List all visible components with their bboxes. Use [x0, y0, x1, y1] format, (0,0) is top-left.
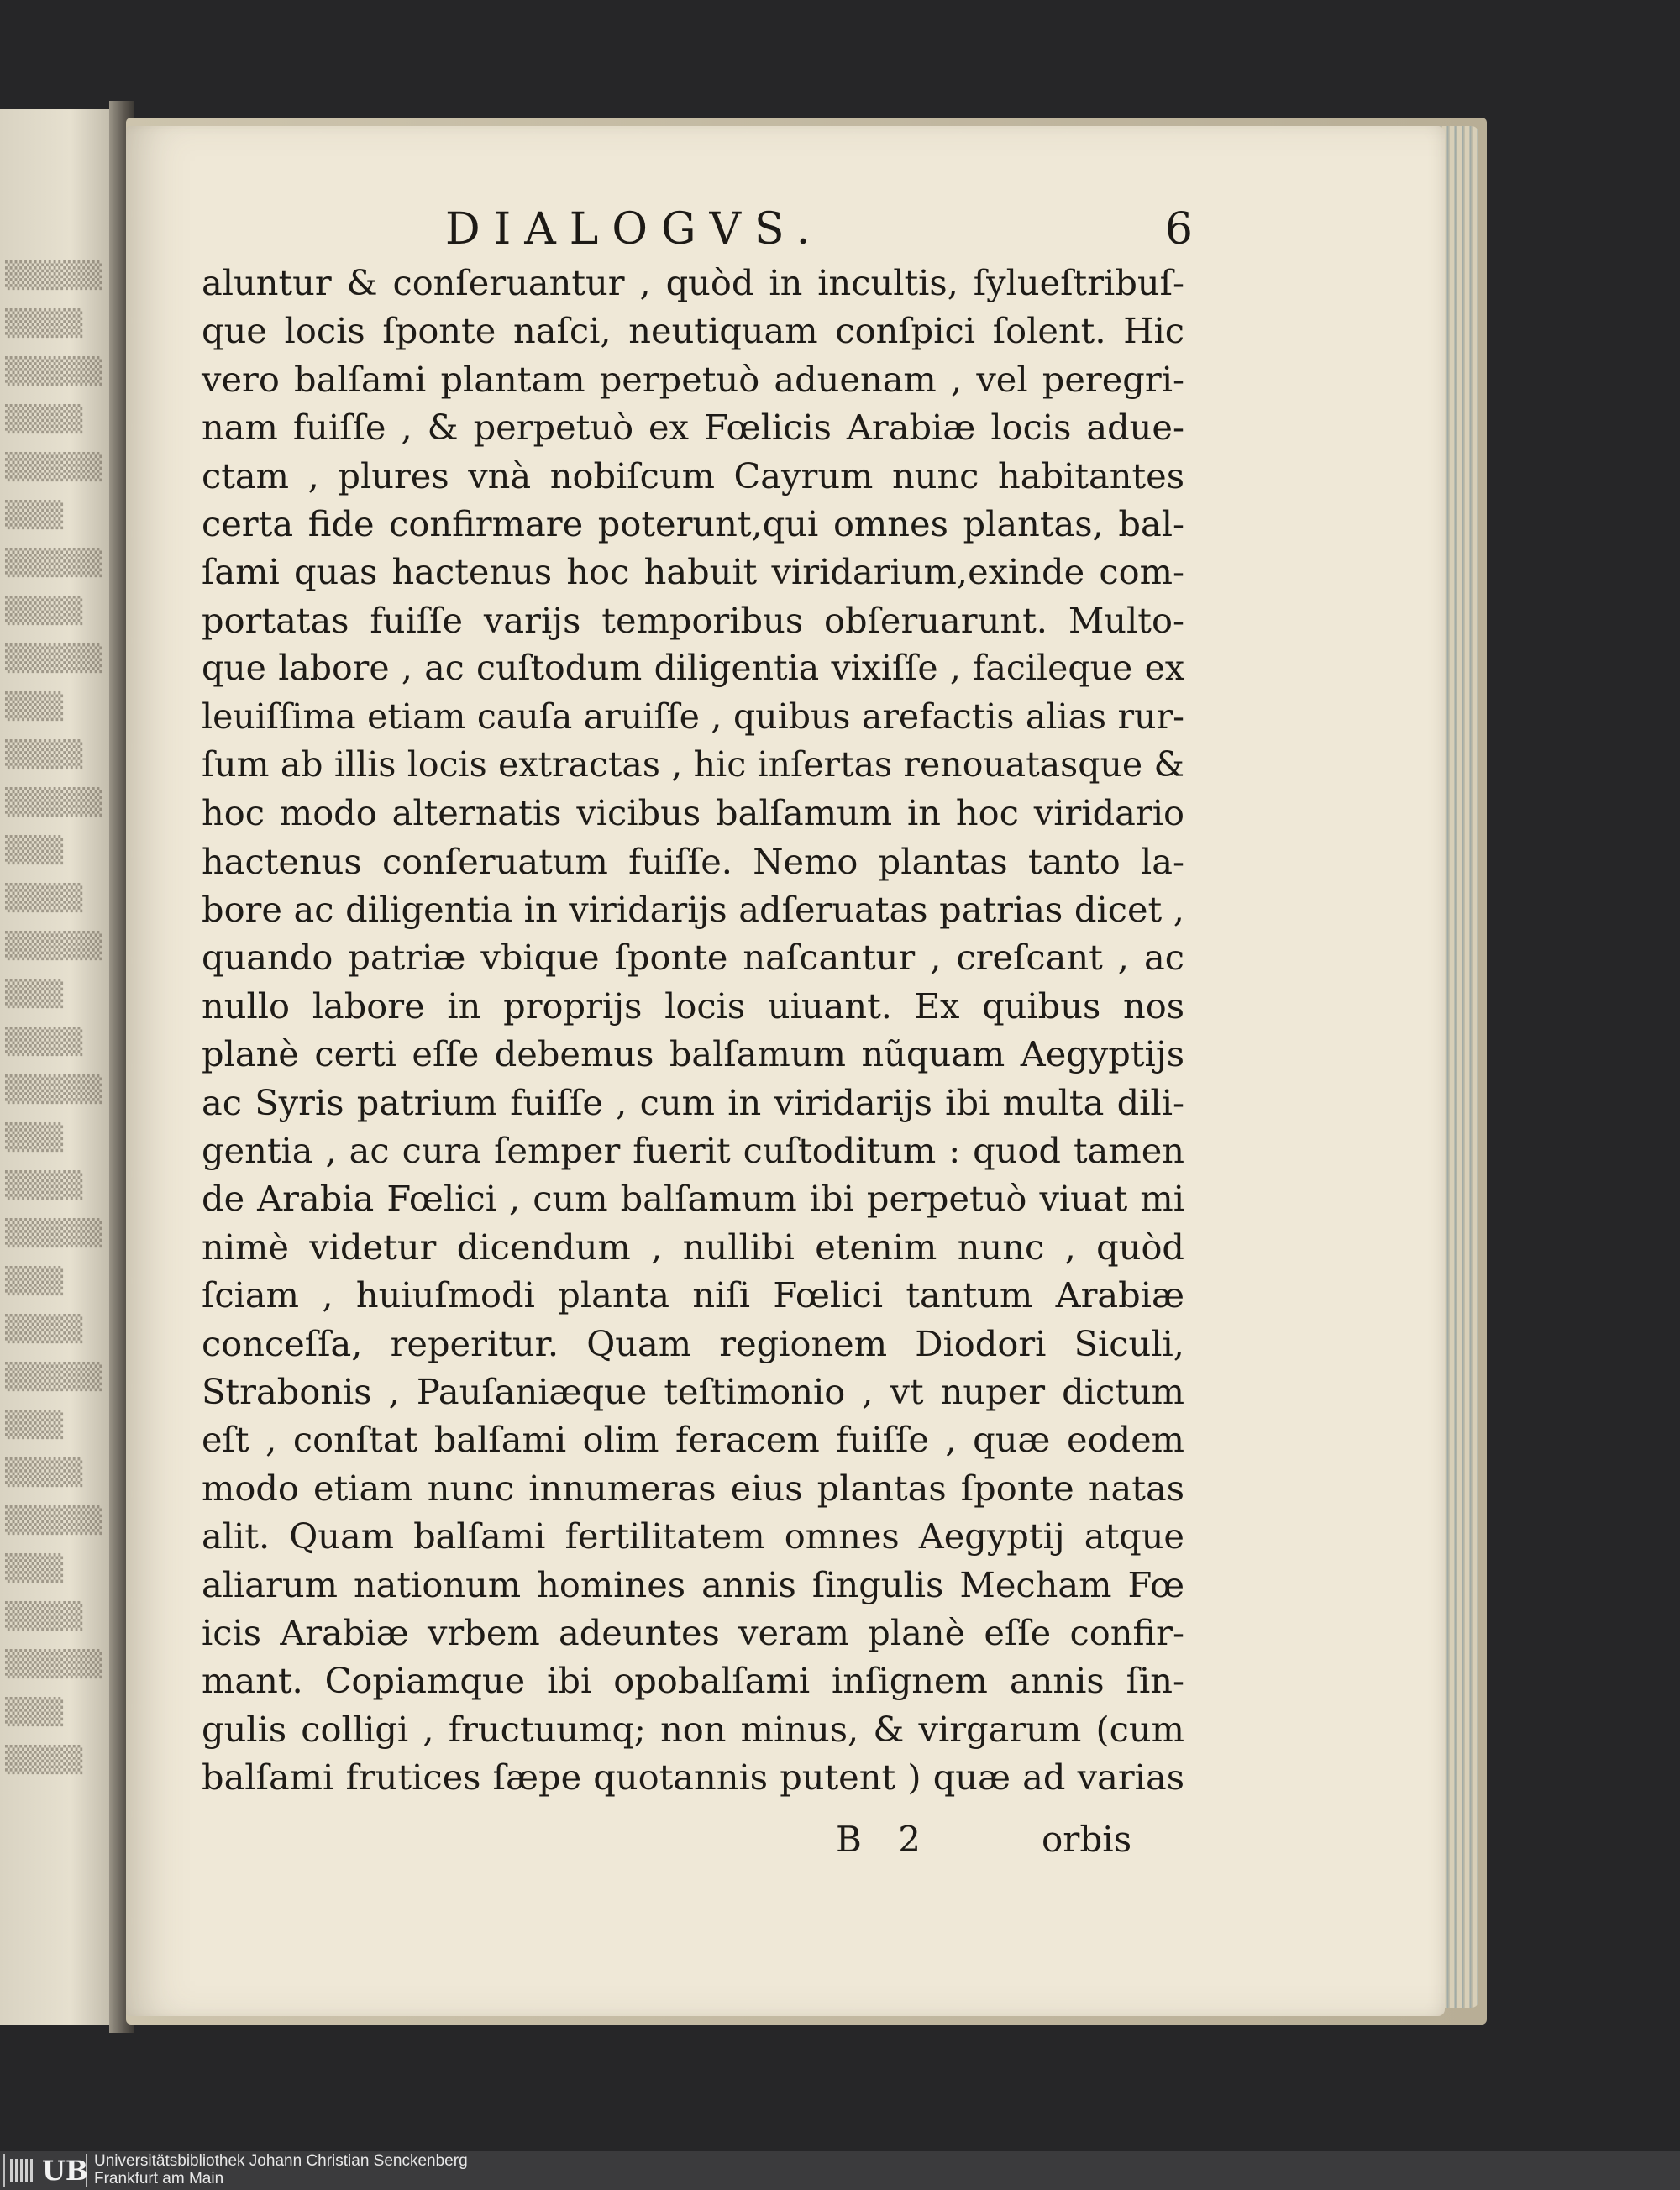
text-line: hoc modo alternatis vicibus balſamum in hoc viridario: [202, 792, 1184, 834]
text-line: portatas fuiſſe varijs temporibus obſeruarunt. Multo-: [202, 599, 1184, 641]
text-line: vero balſami plantam perpetuò aduenam , vel peregri-: [202, 358, 1184, 400]
text-line: planè certi eſſe debemus balſamum nũquam Aegyptijs: [202, 1033, 1184, 1075]
text-line: ſum ab illis locis extractas , hic inſertas renouatasque &: [202, 743, 1184, 785]
facing-page-bleed-text: ▒▒▒▒▒ ▒▒▒▒ ▒▒▒▒▒ ▒▒▒▒ ▒▒▒▒▒ ▒▒▒ ▒▒▒▒▒ ▒▒▒▒ ▒▒▒▒▒ ▒▒▒ ▒▒▒▒ ▒▒▒▒▒ ▒▒▒ ▒▒▒▒ ▒▒▒▒▒ ▒▒▒ ▒▒▒▒ ▒▒▒▒▒ ▒▒▒ ▒▒▒▒ ▒▒▒▒▒ ▒▒▒ ▒▒▒▒ ▒▒▒▒▒ ▒▒▒ ▒▒▒▒ ▒▒▒▒▒ ▒▒▒ ▒▒▒▒ ▒▒▒▒▒ ▒▒▒ ▒▒▒▒: [5, 261, 102, 1775]
signature-mark: B 2: [836, 1819, 921, 1860]
text-line: ctam , plures vnà nobiſcum Cayrum nunc habitantes: [202, 454, 1184, 496]
text-line: que labore , ac cuſtodum diligentia vixiſſe , facileque ex: [202, 648, 1184, 689]
text-line: que locis ſponte naſci, neutiquam conſpici ſolent. Hic: [202, 310, 1184, 352]
text-line: balſami frutices ſæpe quotannis putent ) quæ ad varias: [202, 1757, 1184, 1799]
page-header: [311, 200, 1193, 259]
text-line: aliarum nationum homines annis ſingulis Mecham Fœ: [202, 1563, 1184, 1605]
credit-bar: [0, 2151, 1680, 2190]
text-line: hactenus conſeruatum fuiſſe. Nemo plantas tanto la-: [202, 840, 1184, 882]
text-line: de Arabia Fœlici , cum balſamum ibi perpetuò viuat mi: [202, 1178, 1184, 1220]
text-line: ſciam , huiuſmodi planta niſi Fœlici tantum Arabiæ: [202, 1274, 1184, 1316]
text-line: certa fide confirmare poterunt,qui omnes plantas, bal-: [202, 502, 1184, 544]
library-logo-icon: [10, 2159, 35, 2182]
text-line: aluntur & conſeruantur , quòd in incultis, ſylueſtribuſ-: [202, 262, 1184, 303]
text-line: quando patriæ vbique ſponte naſcantur , creſcant , ac: [202, 937, 1184, 979]
text-line: ſami quas hactenus hoc habuit viridarium,exinde com-: [202, 551, 1184, 593]
text-line: nimè videtur dicendum , nullibi etenim nunc , quòd: [202, 1226, 1184, 1268]
catchword: orbis: [1042, 1819, 1132, 1860]
text-line: modo etiam nunc innumeras eius plantas ſponte natas: [202, 1467, 1184, 1509]
text-line: icis Arabiæ vrbem adeuntes veram planè eſſe confir-: [202, 1611, 1184, 1653]
facing-page-left: [0, 109, 118, 2025]
page-number: 6: [1164, 204, 1193, 255]
text-line: mant. Copiamque ibi opobalſami inſignem annis ſin-: [202, 1660, 1184, 1702]
text-line: ac Syris patrium fuiſſe , cum in viridarijs ibi multa dili-: [202, 1081, 1184, 1123]
institution-name: Universitätsbibliothek Johann Christian Senckenberg: [94, 2152, 468, 2170]
page-footer: [202, 1819, 1184, 1869]
text-line: bore ac diligentia in viridarijs adſeruatas patrias dicet ,: [202, 889, 1184, 931]
logo-letters: UB: [42, 2155, 88, 2187]
text-line: alit. Quam balſami fertilitatem omnes Aegyptij atque: [202, 1515, 1184, 1557]
text-line: nam fuiſſe , & perpetuò ex Fœlicis Arabiæ locis adue-: [202, 407, 1184, 449]
body-text: [202, 259, 1184, 1802]
text-line: leuiſſima etiam cauſa aruiſſe , quibus arefactis alias rur-: [202, 696, 1184, 737]
text-line: gentia , ac cura ſemper fuerit cuſtoditum : quod tamen: [202, 1130, 1184, 1172]
text-line: conceſſa, reperitur. Quam regionem Diodori Siculi,: [202, 1322, 1184, 1364]
text-line: nullo labore in proprijs locis uiuant. Ex quibus nos: [202, 985, 1184, 1027]
ub-logo: [3, 2154, 87, 2187]
running-title: DIALOGVS.: [445, 204, 824, 255]
text-line: eſt , conſtat balſami olim feracem fuiſſe , quæ eodem: [202, 1419, 1184, 1461]
institution-city: Frankfurt am Main: [94, 2170, 224, 2187]
text-line: gulis colligi , fructuumq; non minus, & virgarum (cum: [202, 1708, 1184, 1750]
text-line: Strabonis , Pauſaniæque teſtimonio , vt nuper dictum: [202, 1370, 1184, 1412]
